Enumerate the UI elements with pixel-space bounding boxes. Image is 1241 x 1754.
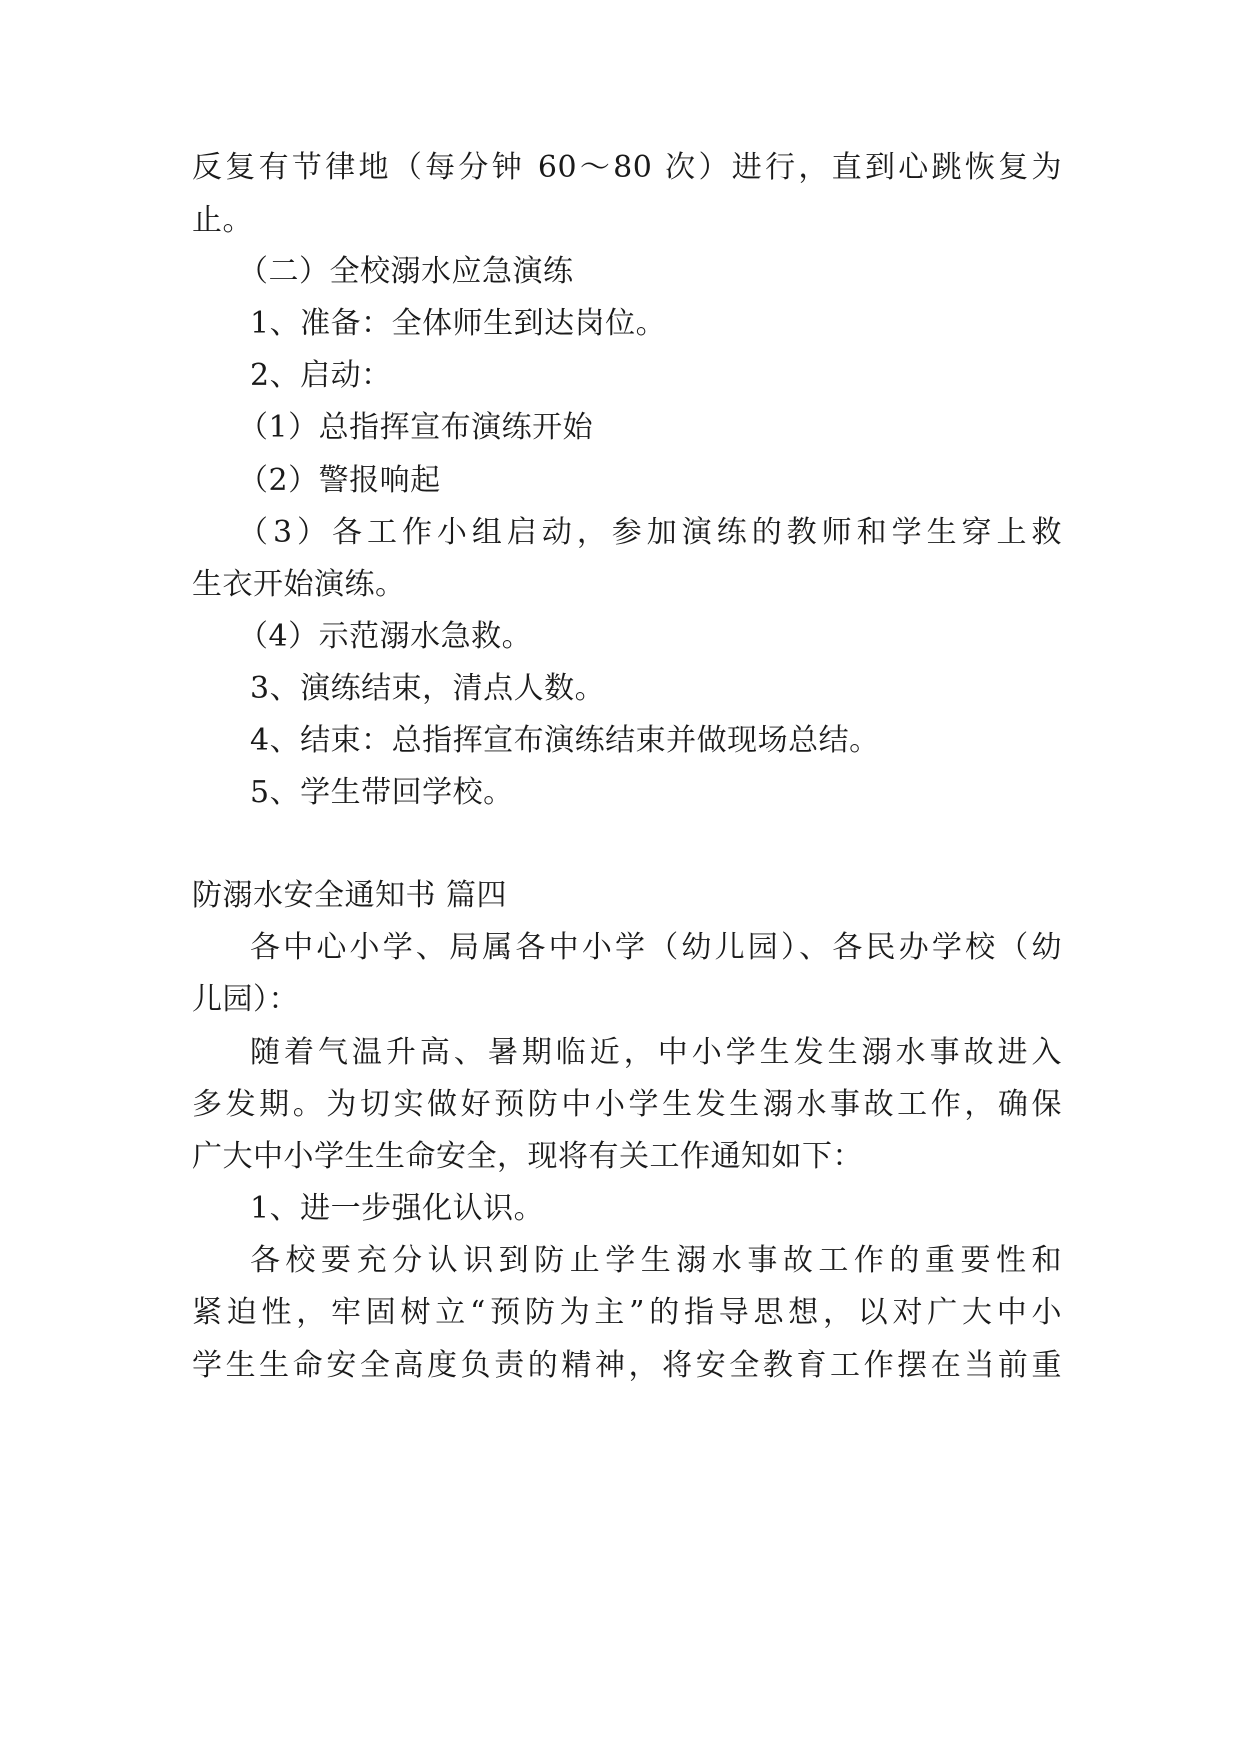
paragraph-line: 各中心小学、局属各中小学（幼儿园）、各民办学校（幼 — [250, 930, 1062, 965]
list-item: 4、结束：总指挥宣布演练结束并做现场总结。 — [250, 723, 880, 758]
list-item: 3、演练结束，清点人数。 — [250, 671, 606, 706]
paragraph-line: 反复有节律地（每分钟 60～80 次）进行，直到心跳恢复为 — [192, 150, 1062, 185]
paragraph-line: 学生生命安全高度负责的精神，将安全教育工作摆在当前重 — [192, 1348, 1062, 1383]
paragraph-line: 紧迫性，牢固树立“预防为主”的指导思想，以对广大中小 — [192, 1295, 1062, 1330]
section-title: 防溺水安全通知书 篇四 — [192, 878, 508, 913]
list-item: 1、准备：全体师生到达岗位。 — [250, 306, 667, 341]
paragraph-line: 止。 — [192, 203, 253, 238]
paragraph-line: 广大中小学生生命安全，现将有关工作通知如下： — [192, 1139, 863, 1174]
paragraph-line: 儿园）： — [192, 982, 299, 1017]
list-item: 5、学生带回学校。 — [250, 775, 514, 810]
paragraph-line: 多发期。为切实做好预防中小学生发生溺水事故工作，确保 — [192, 1087, 1062, 1122]
paragraph-line: 生衣开始演练。 — [192, 567, 406, 602]
list-item: （3）各工作小组启动，参加演练的教师和学生穿上救 — [238, 515, 1062, 550]
paragraph-line: 各校要充分认识到防止学生溺水事故工作的重要性和 — [250, 1243, 1062, 1278]
section-heading: （二）全校溺水应急演练 — [238, 254, 574, 289]
paragraph-line: 随着气温升高、暑期临近，中小学生发生溺水事故进入 — [250, 1035, 1062, 1070]
list-item: （2）警报响起 — [238, 463, 441, 498]
list-item: （4）示范溺水急救。 — [238, 619, 533, 654]
list-item: 2、启动： — [250, 358, 392, 393]
list-item: 1、进一步强化认识。 — [250, 1191, 545, 1226]
list-item: （1）总指挥宣布演练开始 — [238, 410, 594, 445]
